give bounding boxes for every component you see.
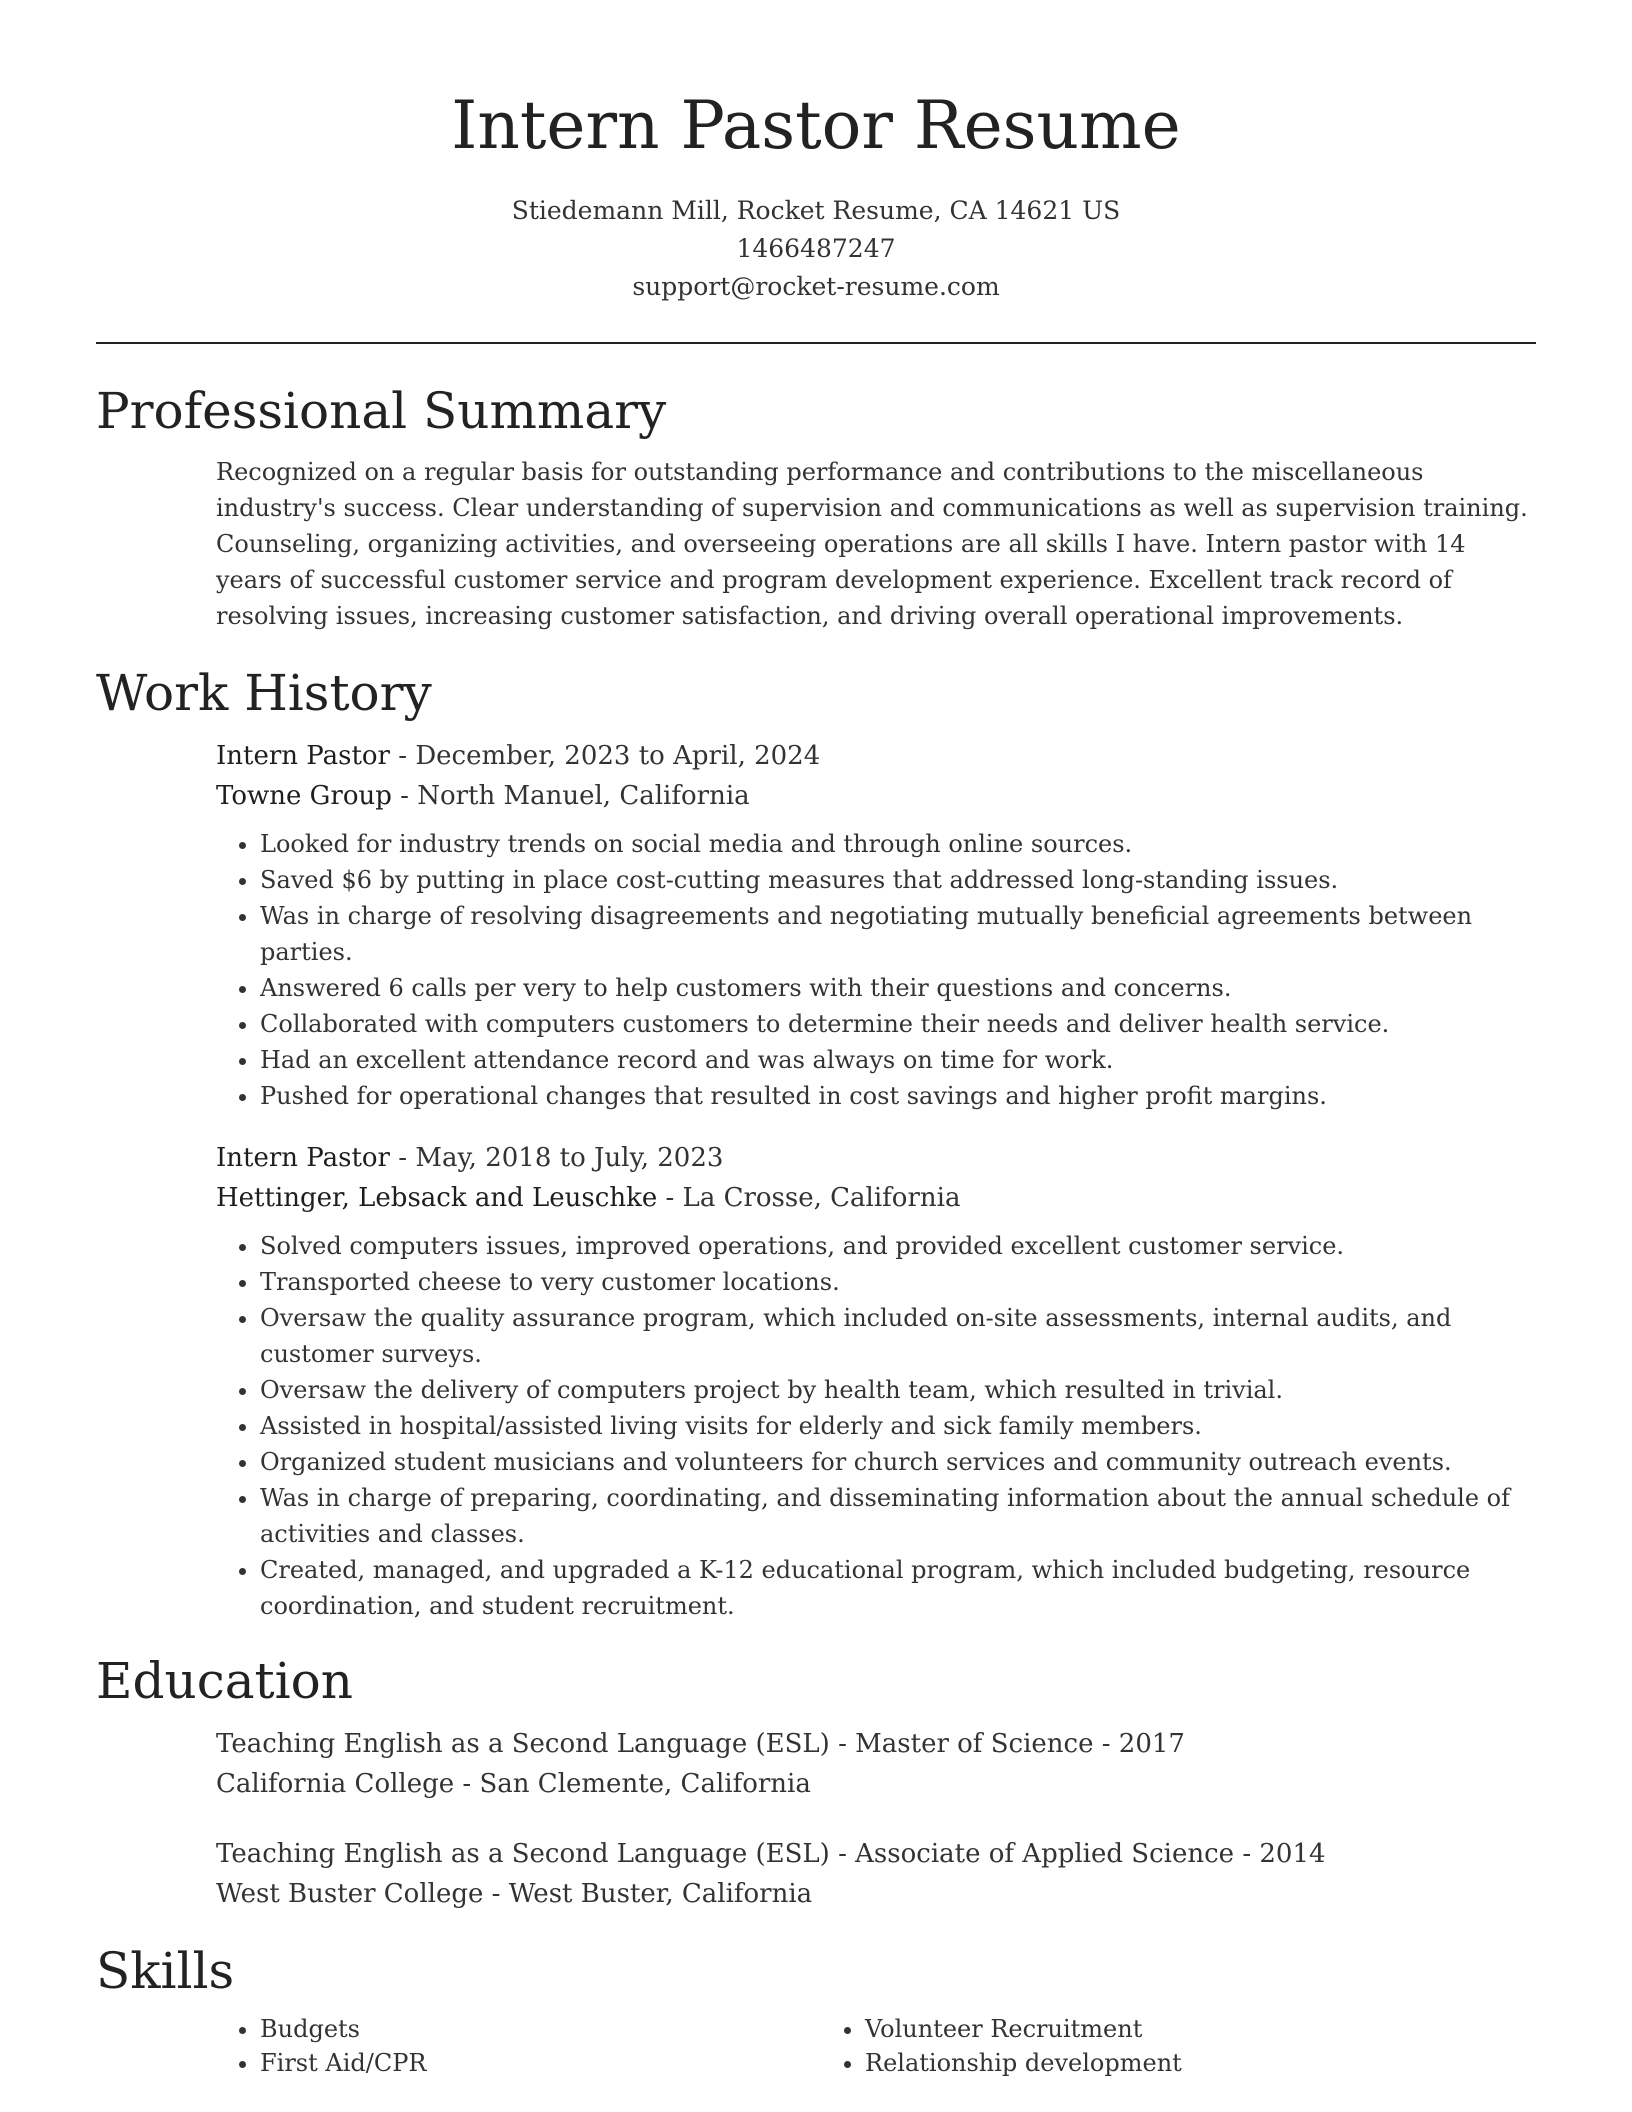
- education-section: [96, 1650, 1536, 1914]
- summary-text: Recognized on a regular basis for outstanding performance and contributions to the miscellaneous industry's success. Clear understanding of supervision and communications as well as supervision training. Counseling, organizing activities, and overseeing operations are all skills I have. Intern pastor with 14 years of successful customer service and program development experience. Excellent track record of resolving issues, increasing customer satisfaction, and driving overall operational improvements.: [216, 458, 1528, 630]
- job-bullet: • Assisted in hospital/assisted living visits for elderly and sick family members.: [260, 1408, 1536, 1444]
- summary-section: [96, 380, 1536, 634]
- job-bullet: • Oversaw the quality assurance program, which included on-site assessments, internal audits, and customer surveys.: [260, 1300, 1536, 1372]
- section-title-education: Education: [96, 1652, 353, 1710]
- school-line: [216, 1874, 1536, 1914]
- separator: -: [390, 741, 416, 771]
- job-company: Towne Group: [216, 781, 392, 811]
- separator: -: [1093, 1729, 1119, 1759]
- resume-title: Intern Pastor Resume: [451, 87, 1181, 164]
- degree-name: Master of Science: [855, 1729, 1094, 1759]
- phone-number: 1466487247: [736, 234, 896, 263]
- job-dates: May, 2018 to July, 2023: [415, 1143, 724, 1173]
- job-dates: December, 2023 to April, 2024: [415, 741, 821, 771]
- degree-field: Teaching English as a Second Language (ESL): [216, 1839, 830, 1869]
- education-entry: [216, 1834, 1536, 1914]
- job-entry: [216, 736, 1536, 1114]
- work-history-section: [96, 662, 1536, 1624]
- education-list: [96, 1724, 1536, 1914]
- email-address[interactable]: support@rocket-resume.com: [632, 272, 1000, 301]
- education-entry: [216, 1724, 1536, 1804]
- school-line: [216, 1764, 1536, 1804]
- skill-item: • Relationship development: [865, 2046, 1426, 2080]
- school-location: West Buster, California: [508, 1879, 813, 1909]
- job-entry: [216, 1138, 1536, 1624]
- skills-section: [96, 1940, 1536, 2080]
- job-bullet: • Transported cheese to very customer locations.: [260, 1264, 1536, 1300]
- degree-year: 2014: [1259, 1839, 1326, 1869]
- resume-header: [96, 0, 1536, 306]
- section-title-work: Work History: [96, 664, 432, 722]
- separator: -: [1234, 1839, 1260, 1869]
- skill-item: • Budgets: [260, 2012, 821, 2046]
- separator: -: [390, 1143, 416, 1173]
- degree-line: [216, 1724, 1536, 1764]
- degree-year: 2017: [1118, 1729, 1185, 1759]
- job-bullet: • Was in charge of resolving disagreements and negotiating mutually beneficial agreements between parties.: [260, 898, 1536, 970]
- job-bullet: • Created, managed, and upgraded a K-12 educational program, which included budgeting, resource coordination, and student recruitment.: [260, 1552, 1536, 1624]
- school-name: California College: [216, 1769, 455, 1799]
- section-title-skills: Skills: [96, 1942, 235, 2000]
- job-company-line: [216, 776, 1536, 816]
- separator: -: [829, 1839, 856, 1869]
- degree-name: Associate of Applied Science: [855, 1839, 1235, 1869]
- skill-item: • Volunteer Recruitment: [865, 2012, 1426, 2046]
- job-list: [96, 736, 1536, 1624]
- job-bullet: • Looked for industry trends on social media and through online sources.: [260, 826, 1536, 862]
- separator: -: [454, 1769, 480, 1799]
- job-company: Hettinger, Lebsack and Leuschke: [216, 1183, 658, 1213]
- job-bullet: • Had an excellent attendance record and was always on time for work.: [260, 1042, 1536, 1078]
- skill-item: • First Aid/CPR: [260, 2046, 821, 2080]
- job-role: Intern Pastor: [216, 1143, 390, 1173]
- job-location: North Manuel, California: [417, 781, 750, 811]
- skills-columns: [216, 2012, 1536, 2080]
- job-bullets: [216, 826, 1536, 1114]
- job-bullet: • Collaborated with computers customers to determine their needs and deliver health service.: [260, 1006, 1536, 1042]
- separator: -: [391, 781, 418, 811]
- job-company-line: [216, 1178, 1536, 1218]
- school-location: San Clemente, California: [479, 1769, 811, 1799]
- degree-line: [216, 1834, 1536, 1874]
- job-role: Intern Pastor: [216, 741, 390, 771]
- skills-column-right: [821, 2012, 1426, 2080]
- job-bullet: • Saved $6 by putting in place cost-cutting measures that addressed long-standing issues.: [260, 862, 1536, 898]
- degree-field: Teaching English as a Second Language (ESL): [216, 1729, 830, 1759]
- address: Stiedemann Mill, Rocket Resume, CA 14621 US: [511, 196, 1121, 225]
- job-location: La Crosse, California: [682, 1183, 961, 1213]
- job-bullets: [216, 1228, 1536, 1624]
- header-divider: [96, 342, 1536, 344]
- separator: -: [829, 1729, 856, 1759]
- separator: -: [483, 1879, 509, 1909]
- skills-column-left: [216, 2012, 821, 2080]
- section-title-summary: Professional Summary: [96, 382, 667, 440]
- job-bullet: • Oversaw the delivery of computers project by health team, which resulted in trivial.: [260, 1372, 1536, 1408]
- job-bullet: • Solved computers issues, improved operations, and provided excellent customer service.: [260, 1228, 1536, 1264]
- job-bullet: • Organized student musicians and volunteers for church services and community outreach events.: [260, 1444, 1536, 1480]
- job-bullet: • Was in charge of preparing, coordinating, and disseminating information about the annual schedule of activities and classes.: [260, 1480, 1536, 1552]
- job-bullet: • Answered 6 calls per very to help customers with their questions and concerns.: [260, 970, 1536, 1006]
- job-bullet: • Pushed for operational changes that resulted in cost savings and higher profit margins.: [260, 1078, 1536, 1114]
- school-name: West Buster College: [216, 1879, 484, 1909]
- contact-info: [96, 192, 1536, 306]
- separator: -: [657, 1183, 683, 1213]
- job-title-line: [216, 1138, 1536, 1178]
- job-title-line: [216, 736, 1536, 776]
